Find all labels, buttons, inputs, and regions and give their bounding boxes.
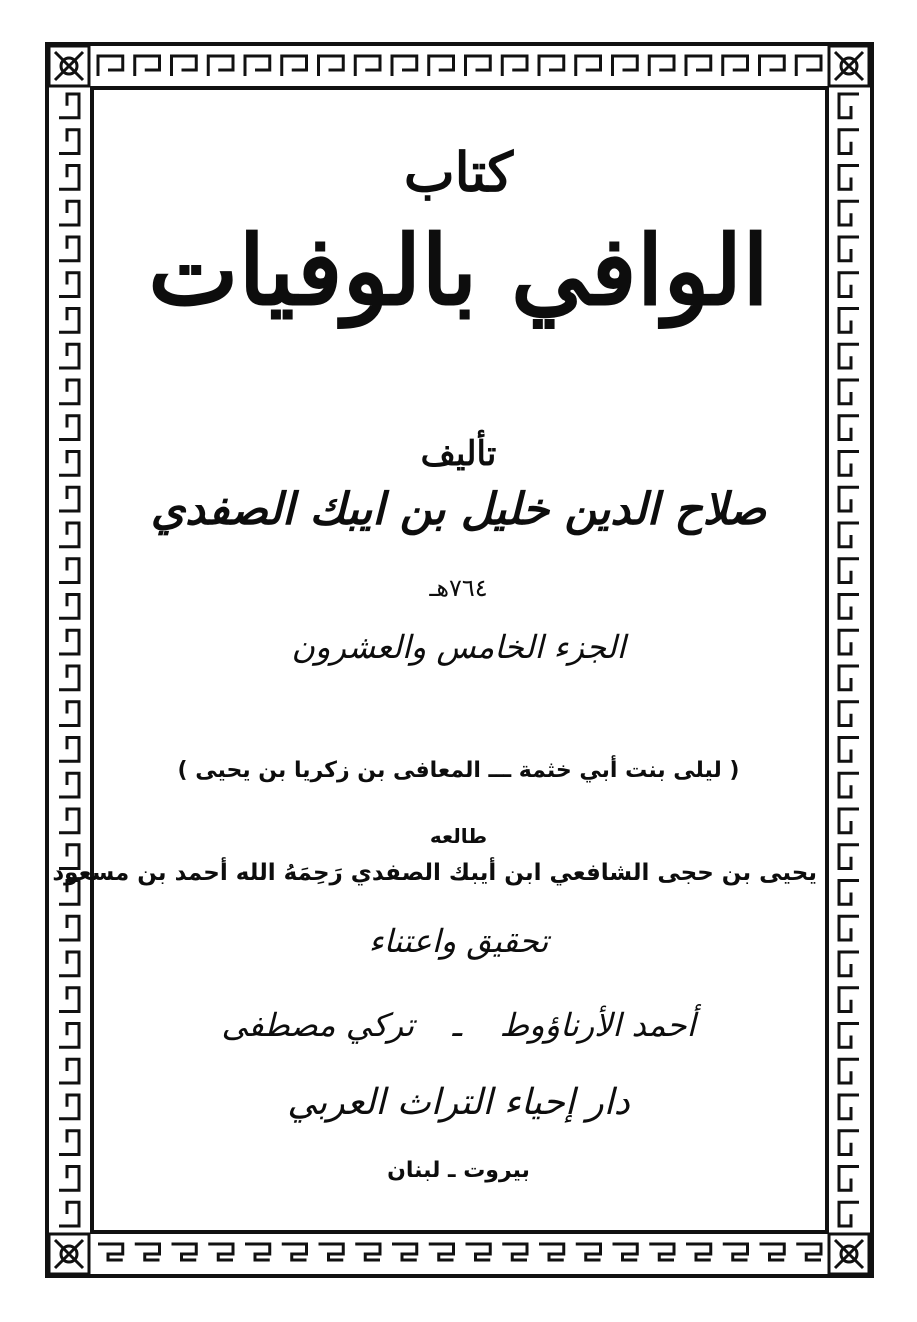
author-name: صلاح الدين خليل بن ايبك الصفدي <box>150 484 767 535</box>
volume-title: الجزء الخامس والعشرون <box>291 628 626 666</box>
readers-label: طالعه <box>429 824 488 848</box>
editors <box>110 1006 807 1044</box>
death-date: ٧٦٤هـ <box>429 574 488 602</box>
edition-label: تحقيق واعتناء <box>368 922 549 960</box>
book-title: الوافي بالوفيات <box>148 214 769 327</box>
publisher-name: دار إحياء التراث العربي <box>287 1082 630 1123</box>
editor-separator: ـ <box>452 1006 462 1044</box>
editor-name: تركي مصطفى <box>221 1006 415 1044</box>
volume-range: ( ليلى بنت أبي خثمة ـــ المعافى بن زكريا بن يحيى ) <box>177 758 740 783</box>
publication-place: بيروت ـ لبنان <box>387 1158 530 1183</box>
editor-name: أحمد الأرناؤوط <box>499 1006 696 1044</box>
authorship-label: تأليف <box>420 434 497 474</box>
book-label: كتاب <box>403 140 514 204</box>
readers-list: يحيى بن حجى الشافعي ابن أيبك الصفدي رَحِمَهُ الله أحمد بن مسعود <box>52 860 817 886</box>
